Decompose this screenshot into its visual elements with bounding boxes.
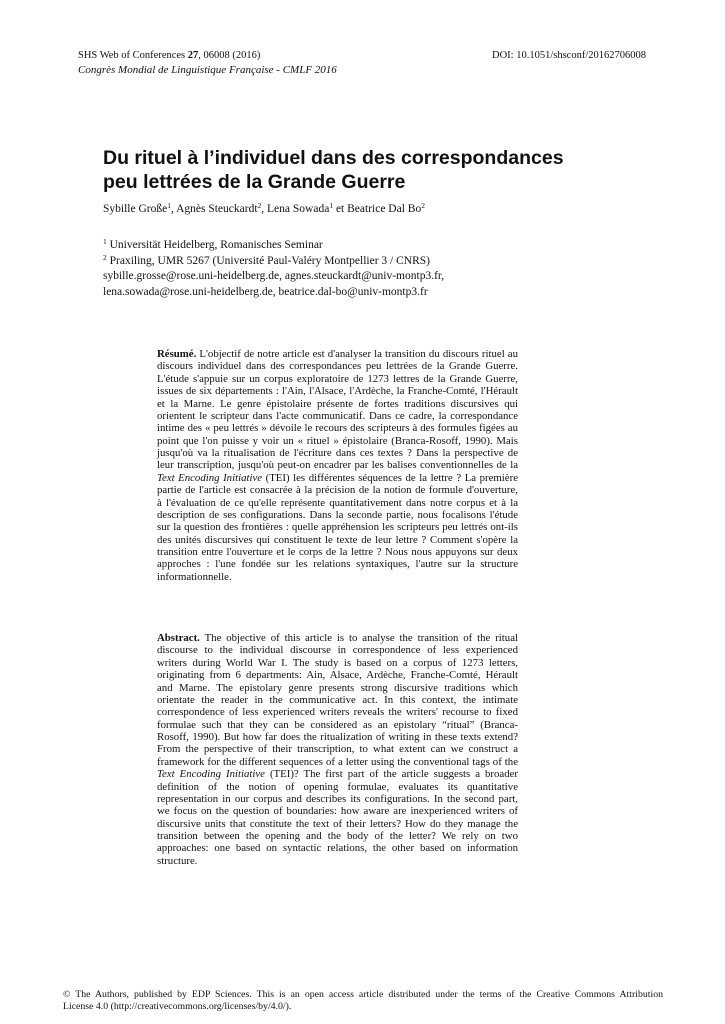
license-line: License 4.0 (http://creativecommons.org/licenses/by/4.0/). <box>63 1001 292 1012</box>
resume-line: transition entre l'ouverture et le corps de la lettre ? Nous nous appuyons sur deux <box>157 546 518 558</box>
abstract-line: we focus on the question of boundaries: how aware are inexperienced writers of <box>157 805 518 818</box>
journal-reference <box>78 50 260 61</box>
abstract-line: framework for the different sequences of a letter using the conventional tags of the <box>157 755 518 768</box>
doi: DOI: 10.1051/shsconf/20162706008 <box>492 50 646 61</box>
abstract-text: (TEI)? The first part of the article suggests a broader <box>264 768 518 781</box>
title-line: Du rituel à l’individuel dans des correspondances <box>103 147 564 169</box>
title-line: peu lettrées de la Grande Guerre <box>103 171 406 193</box>
abstract-line: representation in our corpus and describes its configurations. In the second part, <box>157 792 518 805</box>
affiliation <box>103 254 444 270</box>
conference-name: Congrès Mondial de Linguistique Française - CMLF 2016 <box>78 64 337 76</box>
resume-line: et la Marne. Le genre épistolaire présente de fortes traditions discursives qui <box>157 397 518 410</box>
author-separator: , <box>261 203 268 215</box>
abstract-line: From the perspective of their transcription, to what extent can we construct a <box>157 743 518 756</box>
resume-line: intime des « peu lettrés » dévoile le recours des scripteurs à des formules figées au <box>157 422 518 435</box>
author-separator: et <box>333 203 348 215</box>
journal-volume: 27 <box>187 50 199 61</box>
abstract-line: originating from 6 departments: Ain, Alsace, Ardèche, Franche-Comté, Hérault <box>157 669 518 682</box>
journal-name: SHS Web of Conferences <box>78 50 188 61</box>
resume-line: L'étude s'appuie sur un corpus exploratoire de 1273 lettres de la Grande Guerre, <box>157 372 518 385</box>
resume-line: issues de six départements : l'Ain, l'Alsace, l'Ardèche, la Franche-Comté, l'Hérault <box>157 385 518 398</box>
abstract-label: Abstract. <box>157 632 200 644</box>
resume-line <box>157 472 518 484</box>
tei-term: Text Encoding Initiative <box>157 768 265 781</box>
abstract-block <box>157 632 518 867</box>
author-affiliation-mark: 1 <box>167 201 171 210</box>
abstract-line: discourse to the individual discourse in correspondence of less experienced <box>157 644 518 657</box>
email-line: sybille.grosse@rose.uni-heidelberg.de, agnes.steuckardt@univ-montp3.fr, <box>103 270 445 282</box>
author-separator: , <box>170 203 177 215</box>
author-name: Sybille Große <box>103 203 168 215</box>
article-number: , 06008 (2016) <box>198 50 261 61</box>
abstract-line: approaches: one based on syntactic relations, the other based on information <box>157 842 518 855</box>
affiliation-text: Universität Heidelberg, Romanisches Seminar <box>106 239 323 251</box>
resume-line: point que l'on puisse y voir un « rituel » épistolaire (Branca-Rosoff, 1990). Mais <box>157 434 518 447</box>
paper-title <box>103 146 623 194</box>
resume-line: orientent le scripteur dans l'acte communicatif. Dans ce cadre, la correspondance <box>157 409 518 422</box>
author-affiliation-mark: 2 <box>421 201 425 210</box>
abstract-line: writers during World War I. The study is based on a corpus of 1273 letters, <box>157 656 518 669</box>
resume-line: sur la question des frontières : quelle appréhension les scripteurs peu lettrés ont-ils <box>157 521 518 534</box>
affiliation-mark: 2 <box>103 252 107 262</box>
resume-line: discours individuel dans des correspondances peu lettrées de la Grande Guerre. <box>157 360 518 373</box>
abstract-text: The objective of this article is to analyse the transition of the ritual <box>199 632 518 644</box>
resume-line: jusqu'où va la ritualisation de l'écriture dans ces textes ? Dans la perspective de <box>157 447 518 459</box>
license-line: © The Authors, published by EDP Sciences. This is an open access article distributed under the terms of the Creative Commons Attribution <box>63 989 663 1000</box>
resume-line: description de ses configurations. Dans la seconde partie, nous focalisons l'étude <box>157 508 518 521</box>
author-affiliation-mark: 2 <box>257 201 262 210</box>
resume-block <box>157 348 518 583</box>
affiliation-text: Praxiling, UMR 5267 (Université Paul-Valéry Montpellier 3 / CNRS) <box>106 254 430 267</box>
email-line: lena.sowada@rose.uni-heidelberg.de, beatrice.dal-bo@univ-montp3.fr <box>103 285 428 298</box>
abstract-line: transition between the opening and the body of the letter? We rely on two <box>157 830 518 842</box>
affiliation <box>103 238 444 254</box>
resume-text: (TEI) les différentes séquences de la lettre ? La première <box>262 471 518 484</box>
author-affiliation-mark: 1 <box>329 201 334 210</box>
resume-line: partie de l'article est consacrée à la précision de la notion de formule d'ouverture, <box>157 484 518 497</box>
resume-line: informationnelle. <box>157 570 232 583</box>
resume-line: approches : l'une fondée sur les relations syntaxiques, l'autre sur la structure <box>157 558 518 571</box>
affiliation-mark: 1 <box>103 237 107 246</box>
resume-label: Résumé. <box>157 348 197 360</box>
license-footer <box>63 989 663 1013</box>
author-name: Agnès Steuckardt <box>176 203 258 215</box>
affiliations <box>103 238 444 300</box>
tei-term: Text Encoding Initiative <box>157 471 263 484</box>
abstract-line: structure. <box>157 854 198 867</box>
abstract-line: and Marne. The epistolary genre presents strong discursive traditions which <box>157 681 518 694</box>
author-list <box>103 203 425 215</box>
abstract-line: Rosoff, 1990). But how far does the ritualization of writing in these texts extend? <box>157 731 518 743</box>
resume-text: L'objectif de notre article est d'analyser la transition du discours rituel au <box>196 348 518 360</box>
abstract-line: formulae such that they can be considered as an epistolary “ritual” (Branca- <box>157 718 518 731</box>
resume-line: à l'évaluation de ce qu'elle représente quantitativement dans notre corpus et à la <box>157 496 518 509</box>
author-name: Lena Sowada <box>267 203 330 215</box>
resume-line: des unités discursives qui constituent le texte de leur lettre ? Comment s'opère la <box>157 533 518 546</box>
author-name: Beatrice Dal Bo <box>347 203 422 215</box>
abstract-line <box>157 768 518 780</box>
resume-line: leur transcription, jusqu'où peut-on encadrer par les balises conventionnelles de la <box>157 459 518 472</box>
abstract-line: correspondence of less experienced writers reveals the writers' recourse to fixed <box>157 706 518 719</box>
abstract-line: orientate the reader in the communicative act. In this context, the intimate <box>157 693 518 706</box>
abstract-line <box>157 632 518 644</box>
abstract-line: discursive units that constitute the text of their letters? How do they manage the <box>157 817 518 830</box>
resume-line <box>157 348 518 360</box>
abstract-line: definition of the notion of opening formulae, evaluates its quantitative <box>157 780 518 793</box>
